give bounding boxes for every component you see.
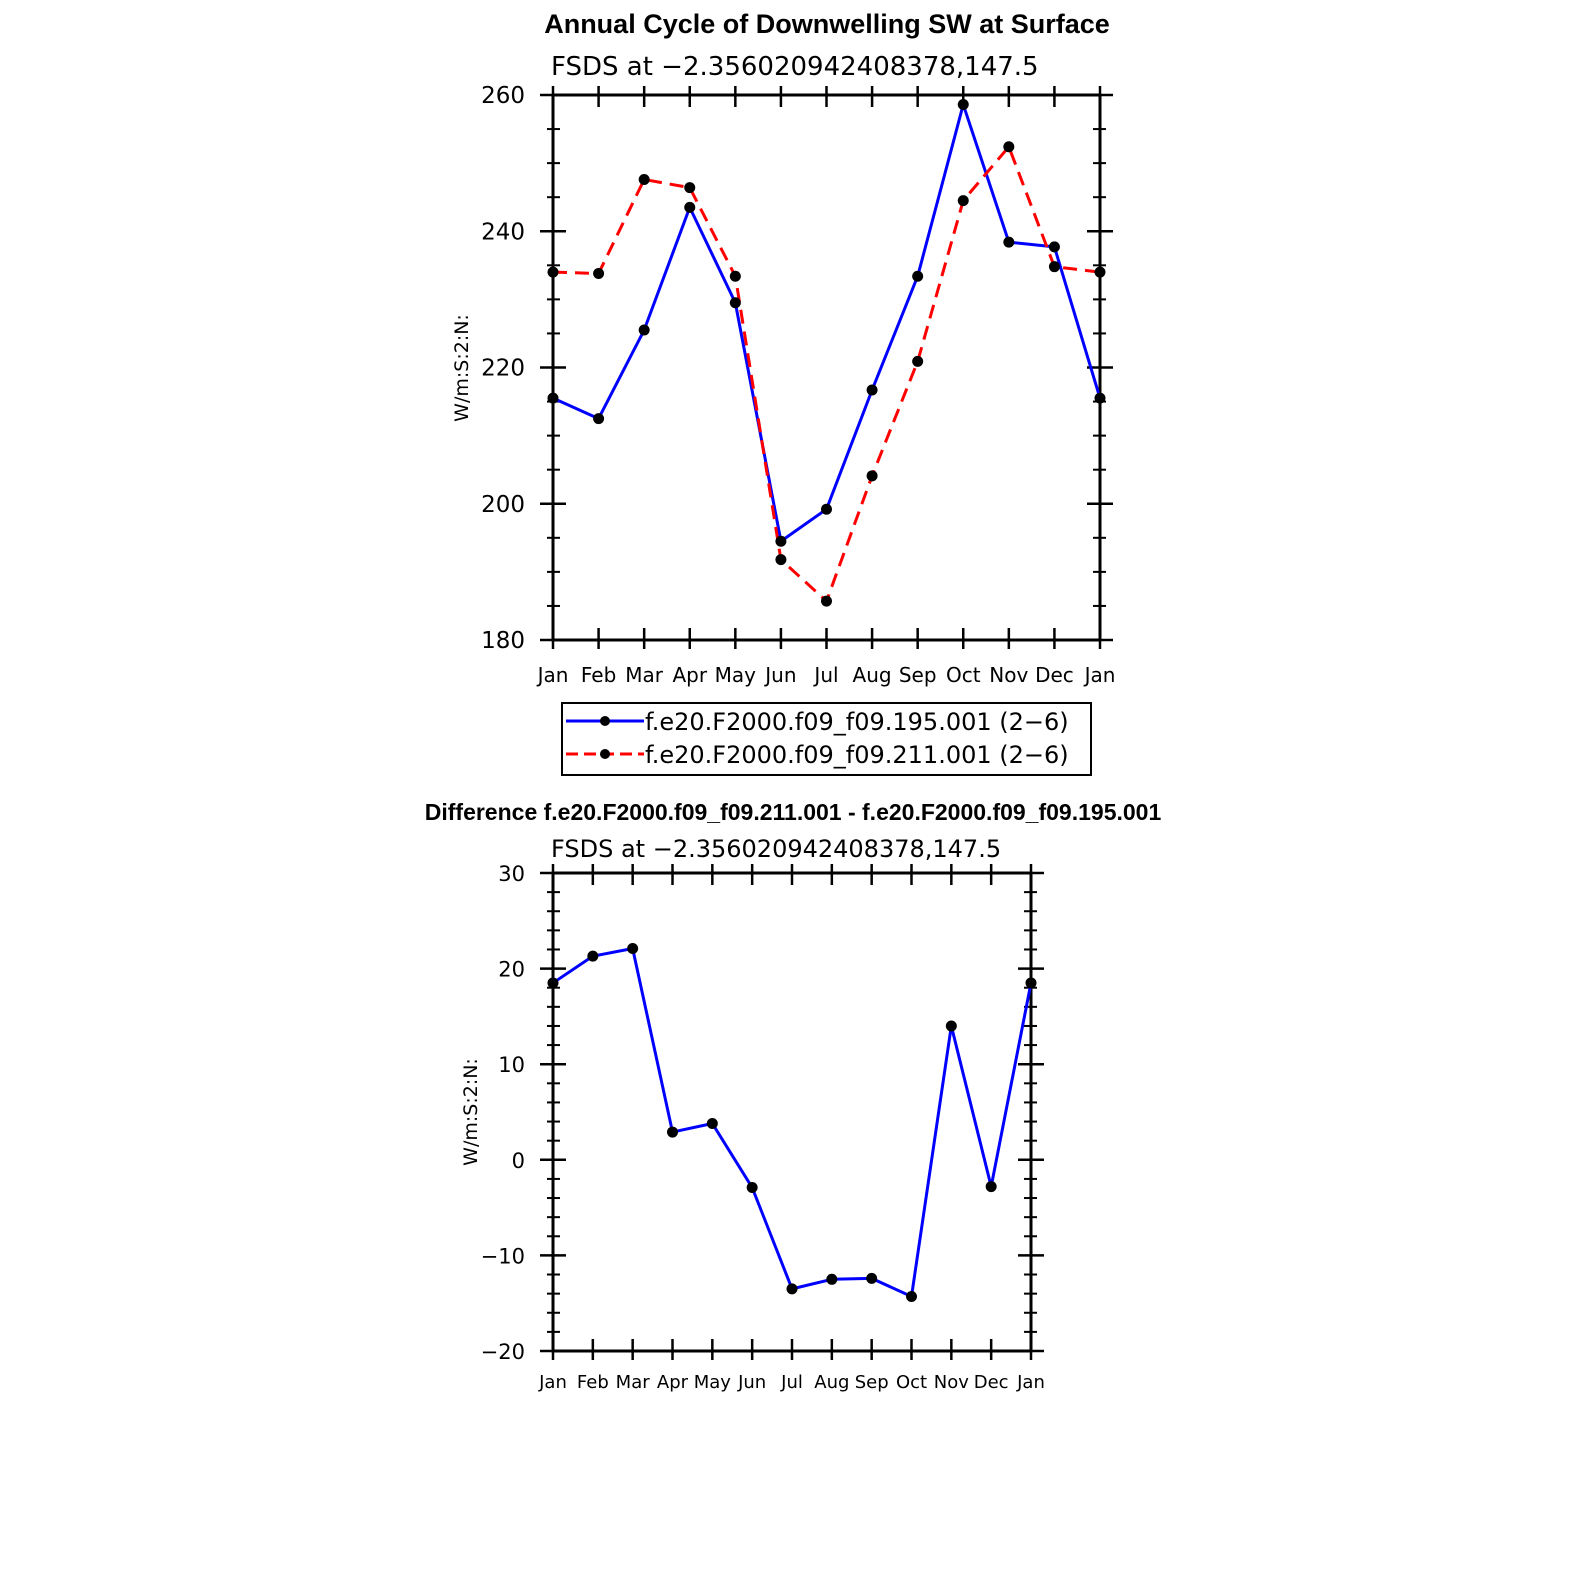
x-tick-label: Jun bbox=[738, 1372, 767, 1393]
data-point bbox=[958, 99, 969, 110]
plot-frame bbox=[553, 873, 1031, 1351]
y-tick-label: 180 bbox=[481, 628, 525, 654]
x-tick-label: Oct bbox=[945, 663, 981, 687]
y-tick-label: −10 bbox=[480, 1244, 525, 1269]
x-tick-label: Apr bbox=[672, 663, 708, 687]
x-tick-label: Mar bbox=[625, 663, 664, 687]
x-tick-label: Oct bbox=[895, 1372, 928, 1393]
x-tick-label: Feb bbox=[576, 1372, 609, 1393]
y-tick-label: 20 bbox=[498, 957, 525, 982]
y-tick-label: 0 bbox=[511, 1148, 525, 1173]
data-point bbox=[867, 470, 878, 481]
data-point bbox=[593, 413, 604, 424]
data-point bbox=[707, 1118, 718, 1129]
y-tick-label: 240 bbox=[481, 219, 525, 246]
x-tick-label: Sep bbox=[898, 663, 937, 687]
chart-title: Annual Cycle of Downwelling SW at Surface bbox=[544, 9, 1110, 39]
x-tick-label: Dec bbox=[1035, 663, 1074, 687]
chart-title: Difference f.e20.F2000.f09_f09.211.001 - f.e20.F2000.f09_f09.195.001 bbox=[424, 799, 1162, 825]
legend-label: f.e20.F2000.f09_f09.195.001 (2−6) bbox=[645, 708, 1069, 736]
y-tick-label: 30 bbox=[498, 862, 525, 886]
data-point bbox=[986, 1181, 997, 1192]
data-point bbox=[730, 297, 741, 308]
y-tick-label: 200 bbox=[481, 491, 525, 518]
data-point bbox=[730, 271, 741, 282]
data-point bbox=[1049, 241, 1060, 252]
data-point bbox=[775, 536, 786, 547]
data-point bbox=[826, 1274, 837, 1285]
x-tick-label: Aug bbox=[814, 1372, 850, 1393]
data-point bbox=[912, 356, 923, 367]
data-point bbox=[821, 504, 832, 515]
plot-frame bbox=[553, 95, 1100, 640]
data-point bbox=[667, 1127, 678, 1138]
series-line bbox=[553, 147, 1100, 601]
x-tick-label: Jan bbox=[1084, 663, 1116, 687]
data-point bbox=[821, 596, 832, 607]
data-point bbox=[684, 202, 695, 213]
data-point bbox=[548, 977, 559, 988]
data-point bbox=[639, 325, 650, 336]
data-point bbox=[548, 393, 559, 404]
series-line bbox=[553, 105, 1100, 542]
data-point bbox=[593, 268, 604, 279]
annual-cycle-chart bbox=[451, 9, 1115, 775]
x-tick-label: Jan bbox=[1017, 1372, 1045, 1393]
y-axis-label: W/m:S:2:N: bbox=[460, 1058, 482, 1166]
plot-area bbox=[481, 862, 1045, 1393]
chart-subtitle: FSDS at −2.356020942408378,147.5 bbox=[551, 835, 1002, 863]
legend bbox=[562, 703, 1091, 775]
x-tick-label: Nov bbox=[989, 663, 1029, 687]
data-point bbox=[946, 1020, 957, 1031]
x-tick-label: Feb bbox=[580, 663, 617, 687]
x-tick-label: Jan bbox=[539, 1372, 567, 1393]
plot-area bbox=[481, 83, 1115, 687]
series-line bbox=[553, 949, 1031, 1297]
y-tick-label: 220 bbox=[481, 355, 525, 382]
x-tick-label: Jul bbox=[814, 663, 839, 687]
data-point bbox=[627, 943, 638, 954]
data-point bbox=[587, 951, 598, 962]
data-point bbox=[639, 174, 650, 185]
x-tick-label: Dec bbox=[973, 1372, 1009, 1393]
data-point bbox=[684, 182, 695, 193]
x-tick-label: Jul bbox=[781, 1372, 803, 1393]
x-tick-label: May bbox=[714, 663, 757, 687]
data-point bbox=[548, 267, 559, 278]
legend-label: f.e20.F2000.f09_f09.211.001 (2−6) bbox=[645, 741, 1069, 769]
data-point bbox=[747, 1182, 758, 1193]
x-tick-label: Apr bbox=[656, 1372, 689, 1393]
x-tick-label: Sep bbox=[854, 1372, 889, 1393]
data-point bbox=[1003, 141, 1014, 152]
y-tick-label: 260 bbox=[481, 83, 525, 109]
data-point bbox=[1003, 237, 1014, 248]
y-tick-label: 10 bbox=[498, 1053, 525, 1078]
x-tick-label: Nov bbox=[933, 1372, 969, 1393]
x-tick-label: Aug bbox=[852, 663, 892, 687]
x-tick-label: Jan bbox=[537, 663, 569, 687]
y-axis-label: W/m:S:2:N: bbox=[451, 314, 473, 422]
data-point bbox=[1095, 267, 1106, 278]
y-tick-label: −20 bbox=[480, 1340, 525, 1364]
legend-swatch-marker bbox=[600, 716, 610, 726]
data-point bbox=[1095, 393, 1106, 404]
difference-chart bbox=[425, 799, 1162, 1393]
legend-swatch-marker bbox=[600, 749, 610, 759]
data-point bbox=[1049, 261, 1060, 272]
data-point bbox=[906, 1291, 917, 1302]
data-point bbox=[787, 1283, 798, 1294]
chart-subtitle: FSDS at −2.356020942408378,147.5 bbox=[551, 52, 1039, 82]
data-point bbox=[958, 195, 969, 206]
x-tick-label: May bbox=[693, 1372, 731, 1393]
data-point bbox=[866, 1273, 877, 1284]
data-point bbox=[912, 271, 923, 282]
data-point bbox=[867, 384, 878, 395]
x-tick-label: Mar bbox=[615, 1372, 650, 1393]
data-point bbox=[775, 554, 786, 565]
x-tick-label: Jun bbox=[765, 663, 797, 687]
data-point bbox=[1026, 977, 1037, 988]
